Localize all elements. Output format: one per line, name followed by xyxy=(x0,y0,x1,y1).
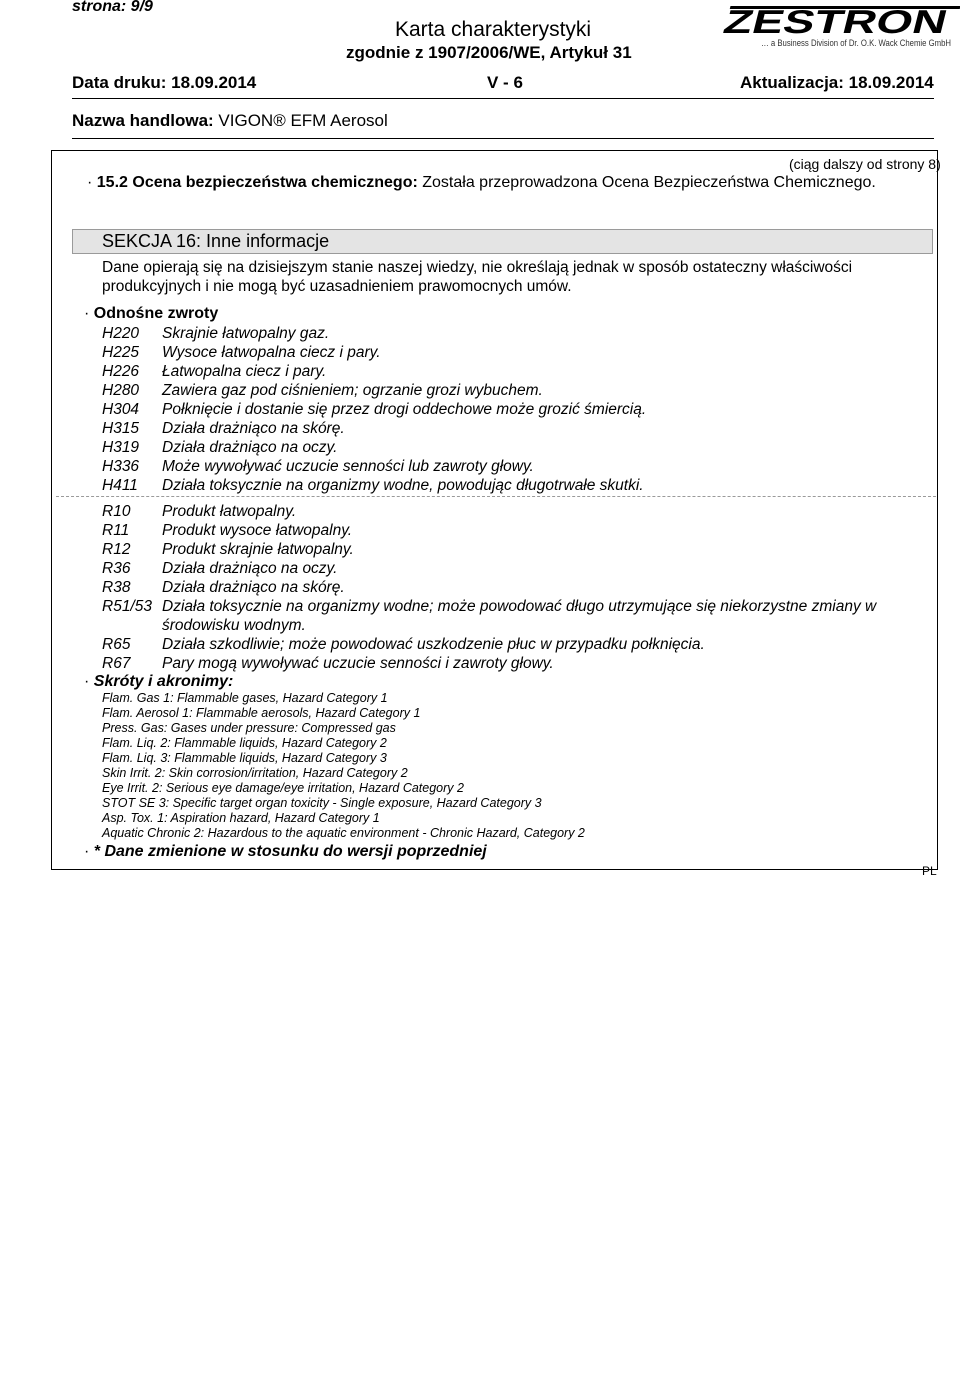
list-item: R11 Produkt wysoce łatwopalny. xyxy=(102,522,353,539)
list-item: H226 Łatwopalna ciecz i pary. xyxy=(102,363,327,380)
phrases-separator xyxy=(56,496,936,497)
list-item: Flam. Liq. 3: Flammable liquids, Hazard Category 3 xyxy=(102,751,387,765)
version: V - 6 xyxy=(487,73,523,92)
section-16-title: SEKCJA 16: Inne informacje xyxy=(102,231,330,251)
h-phrases-list xyxy=(102,324,646,495)
list-item: H225 Wysoce łatwopalna ciecz i pary. xyxy=(102,344,381,361)
list-item: H220 Skrajnie łatwopalny gaz. xyxy=(102,325,330,342)
list-item: H315 Działa drażniąco na skórę. xyxy=(102,420,345,437)
list-item: Aquatic Chronic 2: Hazardous to the aquatic environment - Chronic Hazard, Category 2 xyxy=(102,826,585,840)
trade-name-value: VIGON® EFM Aerosol xyxy=(218,111,388,130)
list-item: R67 Pary mogą wywoływać uczucie senności i zawroty głowy. xyxy=(102,655,554,672)
list-item: R65 Działa szkodliwie; może powodować uszkodzenie płuc w przypadku połknięcia. xyxy=(102,636,705,653)
changes-note: · * Dane zmienione w stosunku do wersji poprzedniej xyxy=(84,843,487,860)
list-item: STOT SE 3: Specific target organ toxicity - Single exposure, Hazard Category 3 xyxy=(102,796,542,810)
print-date: Data druku: 18.09.2014 xyxy=(72,73,257,92)
section-16-intro: Dane opierają się na dzisiejszym stanie naszej wiedzy, nie określają jednak w sposób ostateczny właściwości produkcyjnych i nie mogą być uzasadnieniem prawomocnych umów. xyxy=(102,259,853,295)
list-item: R10 Produkt łatwopalny. xyxy=(102,503,297,520)
abbr-heading: · Skróty i akronimy: xyxy=(84,673,234,690)
trade-name xyxy=(72,111,388,131)
section-15-2-label: 15.2 Ocena bezpieczeństwa chemicznego: xyxy=(96,174,418,191)
list-item: Eye Irrit. 2: Serious eye damage/eye irritation, Hazard Category 2 xyxy=(102,781,464,795)
list-item: H304 Połknięcie i dostanie się przez drogi oddechowe może grozić śmiercią. xyxy=(102,401,647,418)
document-subtitle: zgodnie z 1907/2006/WE, Artykuł 31 xyxy=(346,43,632,62)
list-item: H411 Działa toksycznie na organizmy wodne, powodując długotrwałe skutki. xyxy=(102,477,644,494)
list-item: R38 Działa drażniąco na skórę. xyxy=(102,579,345,596)
list-item: H280 Zawiera gaz pod ciśnieniem; ogrzanie grozi wybuchem. xyxy=(102,382,543,399)
continuation-note: (ciąg dalszy od strony 8) xyxy=(789,156,941,172)
page-number: strona: 9/9 xyxy=(72,0,153,15)
list-item: H336 Może wywoływać uczucie senności lub zawroty głowy. xyxy=(102,458,534,475)
language-code: PL xyxy=(922,864,937,878)
list-item: Flam. Liq. 2: Flammable liquids, Hazard Category 2 xyxy=(102,736,387,750)
list-item: Flam. Gas 1: Flammable gases, Hazard Category 1 xyxy=(102,691,388,705)
abbreviations-list xyxy=(102,691,585,841)
list-item: R12 Produkt skrajnie łatwopalny. xyxy=(102,541,354,558)
header-divider xyxy=(72,98,934,99)
zestron-logo xyxy=(717,4,955,54)
list-item: Skin Irrit. 2: Skin corrosion/irritation, Hazard Category 2 xyxy=(102,766,408,780)
r-phrases-list xyxy=(102,502,932,673)
list-item: Asp. Tox. 1: Aspiration hazard, Hazard Category 1 xyxy=(102,811,380,825)
document-title: Karta charakterystyki xyxy=(395,18,592,41)
section-15-2-text: Została przeprowadzona Ocena Bezpieczeństwa Chemicznego. xyxy=(422,174,876,191)
section-15-2: · 15.2 Ocena bezpieczeństwa chemicznego: Została przeprowadzona Ocena Bezpieczeństwa Chemicznego. xyxy=(87,174,876,191)
list-item: R51/53 Działa toksycznie na organizmy wodne; może powodować długo utrzymujące się niekorzystne zmiany w środowisku wodnym. xyxy=(102,598,877,634)
list-item: H319 Działa drażniąco na oczy. xyxy=(102,439,338,456)
list-item: Press. Gas: Gases under pressure: Compressed gas xyxy=(102,721,396,735)
trade-name-label: Nazwa handlowa: xyxy=(72,111,214,130)
logo-tagline: … a Business Division of Dr. O.K. Wack Chemie GmbH xyxy=(761,38,951,48)
phrases-heading: · Odnośne zwroty xyxy=(84,305,219,322)
list-item: Flam. Aerosol 1: Flammable aerosols, Hazard Category 1 xyxy=(102,706,421,720)
list-item: R36 Działa drażniąco na oczy. xyxy=(102,560,338,577)
trade-name-divider xyxy=(72,138,934,139)
logo-text: ZESTRON xyxy=(719,4,887,41)
update-date: Aktualizacja: 18.09.2014 xyxy=(740,73,934,92)
